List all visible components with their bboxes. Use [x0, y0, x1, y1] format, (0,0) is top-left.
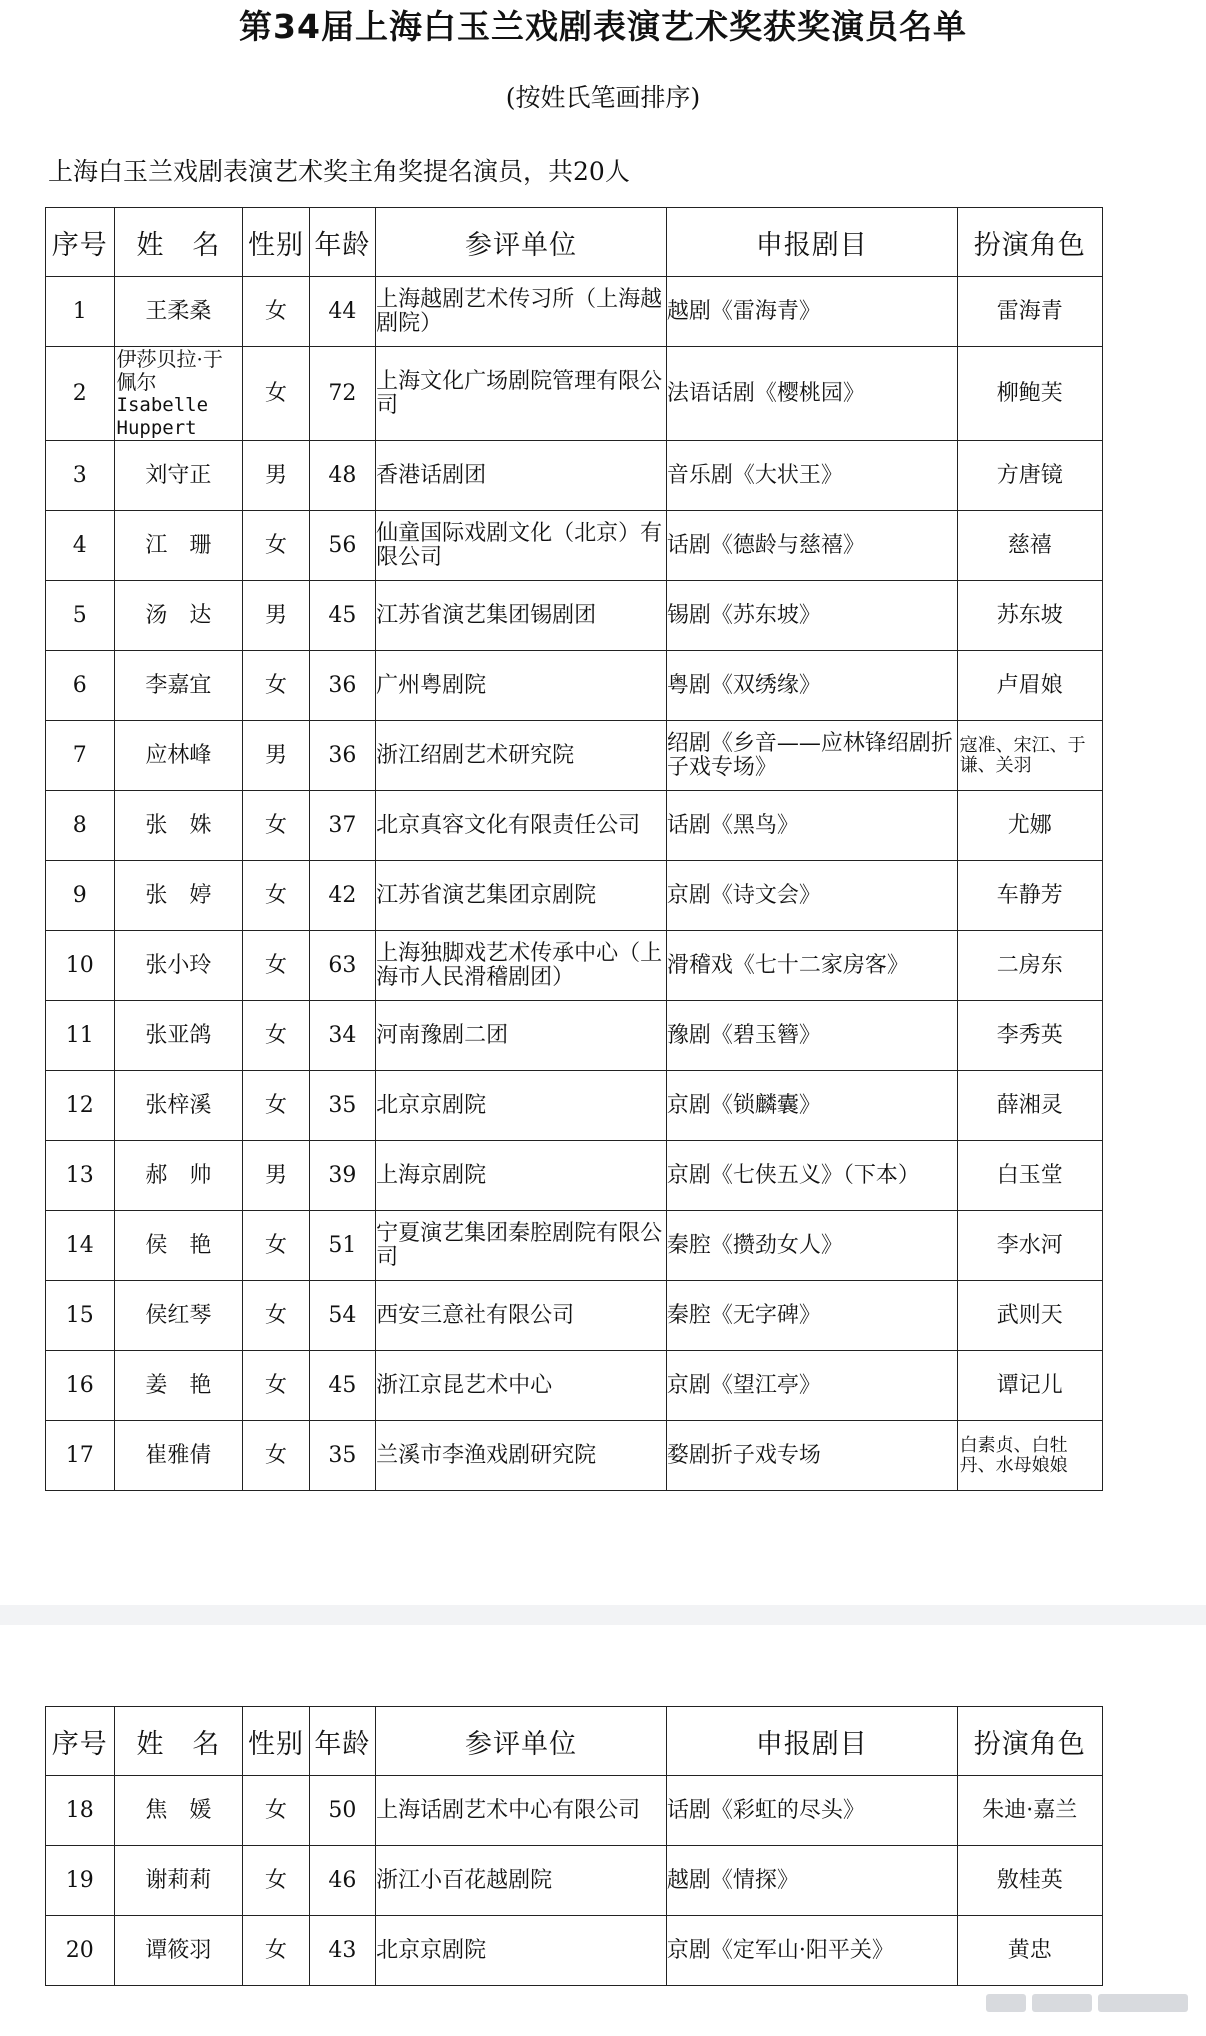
- cell-unit: 河南豫剧二团: [376, 1001, 667, 1071]
- cell-gender: 女: [243, 1211, 309, 1281]
- cell-unit: 兰溪市李渔戏剧研究院: [376, 1421, 667, 1491]
- cell-age: 35: [309, 1421, 375, 1491]
- cell-role: 雷海青: [957, 277, 1102, 347]
- cell-unit: 上海京剧院: [376, 1141, 667, 1211]
- cell-name: 侯 艳: [114, 1211, 243, 1281]
- cell-play: 京剧《锁麟囊》: [666, 1071, 957, 1141]
- cell-play: 话剧《德龄与慈禧》: [666, 511, 957, 581]
- cell-gender: 女: [243, 1776, 309, 1846]
- role-text: 白素贞、白牡丹、水母娘娘: [959, 1434, 1068, 1476]
- cell-unit: 浙江京昆艺术中心: [376, 1351, 667, 1421]
- header-play: 申报剧目: [666, 208, 957, 277]
- cell-role: 薛湘灵: [957, 1071, 1102, 1141]
- header-age: 年龄: [309, 1707, 375, 1776]
- nominee-table-part-2: [45, 1706, 1103, 1986]
- role-text: 寇准、宋江、于谦、关羽: [959, 734, 1086, 776]
- cell-unit: 浙江小百花越剧院: [376, 1846, 667, 1916]
- cell-role: 二房东: [957, 931, 1102, 1001]
- cell-no: 15: [46, 1281, 115, 1351]
- table-row: [46, 1421, 1103, 1491]
- cell-unit: 上海文化广场剧院管理有限公司: [376, 347, 667, 441]
- cell-play: 京剧《定军山·阳平关》: [666, 1916, 957, 1986]
- cell-no: 14: [46, 1211, 115, 1281]
- document-subtitle: (按姓氏笔画排序): [505, 83, 701, 112]
- cell-gender: 女: [243, 511, 309, 581]
- cell-play: 粤剧《双绣缘》: [666, 651, 957, 721]
- cell-play: 京剧《七侠五义》（下本）: [666, 1141, 957, 1211]
- cell-name: 张梓溪: [114, 1071, 243, 1141]
- cell-no: 8: [46, 791, 115, 861]
- cell-gender: 女: [243, 1071, 309, 1141]
- watermark-placeholder: [888, 1990, 1188, 2016]
- header-age: 年龄: [309, 208, 375, 277]
- cell-gender: 女: [243, 277, 309, 347]
- cell-play: 法语话剧《樱桃园》: [666, 347, 957, 441]
- cell-no: 11: [46, 1001, 115, 1071]
- cell-role: 卢眉娘: [957, 651, 1102, 721]
- cell-play: 越剧《雷海青》: [666, 277, 957, 347]
- name-chinese: 伊莎贝拉·于佩尔: [116, 346, 223, 394]
- page-separator: [0, 1605, 1206, 1625]
- table-row: [46, 861, 1103, 931]
- cell-no: 20: [46, 1916, 115, 1986]
- cell-gender: 女: [243, 347, 309, 441]
- cell-play: 豫剧《碧玉簪》: [666, 1001, 957, 1071]
- table-row: [46, 931, 1103, 1001]
- cell-name: 张亚鸽: [114, 1001, 243, 1071]
- cell-unit: 江苏省演艺集团锡剧团: [376, 581, 667, 651]
- cell-gender: 女: [243, 1846, 309, 1916]
- cell-no: 10: [46, 931, 115, 1001]
- page-section-2: [0, 1625, 1206, 2036]
- cell-unit: 上海话剧艺术中心有限公司: [376, 1776, 667, 1846]
- cell-no: 3: [46, 441, 115, 511]
- cell-gender: 男: [243, 721, 309, 791]
- cell-no: 18: [46, 1776, 115, 1846]
- cell-role: 谭记儿: [957, 1351, 1102, 1421]
- table-row: [46, 721, 1103, 791]
- cell-unit: 上海越剧艺术传习所（上海越剧院）: [376, 277, 667, 347]
- cell-gender: 女: [243, 791, 309, 861]
- cell-unit: 北京京剧院: [376, 1916, 667, 1986]
- table-row: [46, 1001, 1103, 1071]
- table-row: [46, 511, 1103, 581]
- cell-role: 柳鲍芙: [957, 347, 1102, 441]
- cell-name: 汤 达: [114, 581, 243, 651]
- cell-no: 1: [46, 277, 115, 347]
- cell-unit: 北京真容文化有限责任公司: [376, 791, 667, 861]
- cell-role: 李水河: [957, 1211, 1102, 1281]
- cell-play: 京剧《望江亭》: [666, 1351, 957, 1421]
- table-row: [46, 347, 1103, 441]
- cell-unit: 广州粤剧院: [376, 651, 667, 721]
- cell-gender: 女: [243, 651, 309, 721]
- header-role: 扮演角色: [957, 1707, 1102, 1776]
- cell-age: 39: [309, 1141, 375, 1211]
- cell-age: 37: [309, 791, 375, 861]
- cell-age: 54: [309, 1281, 375, 1351]
- header-unit: 参评单位: [376, 208, 667, 277]
- cell-role: 车静芳: [957, 861, 1102, 931]
- table-row: [46, 581, 1103, 651]
- cell-age: 48: [309, 441, 375, 511]
- name-english-last: Huppert: [116, 416, 197, 439]
- cell-name: 谭筱羽: [114, 1916, 243, 1986]
- cell-no: 16: [46, 1351, 115, 1421]
- cell-unit: 江苏省演艺集团京剧院: [376, 861, 667, 931]
- cell-name: [114, 347, 243, 441]
- table-row: [46, 651, 1103, 721]
- cell-age: 56: [309, 511, 375, 581]
- cell-unit: 西安三意社有限公司: [376, 1281, 667, 1351]
- cell-unit: 浙江绍剧艺术研究院: [376, 721, 667, 791]
- cell-name: 崔雅倩: [114, 1421, 243, 1491]
- cell-unit: 宁夏演艺集团秦腔剧院有限公司: [376, 1211, 667, 1281]
- cell-name: 郝 帅: [114, 1141, 243, 1211]
- cell-play: 话剧《彩虹的尽头》: [666, 1776, 957, 1846]
- table-row: [46, 277, 1103, 347]
- cell-gender: 男: [243, 581, 309, 651]
- cell-name: 张小玲: [114, 931, 243, 1001]
- cell-no: 19: [46, 1846, 115, 1916]
- cell-gender: 女: [243, 1351, 309, 1421]
- table-header-row: [46, 208, 1103, 277]
- cell-age: 36: [309, 721, 375, 791]
- cell-no: 9: [46, 861, 115, 931]
- document-title: 第34届上海白玉兰戏剧表演艺术奖获奖演员名单: [239, 7, 967, 46]
- cell-no: 12: [46, 1071, 115, 1141]
- header-name: 姓 名: [114, 208, 243, 277]
- table-row: [46, 1351, 1103, 1421]
- table-row: [46, 791, 1103, 861]
- table-row: [46, 1776, 1103, 1846]
- cell-role: [957, 1421, 1102, 1491]
- cell-name: 焦 媛: [114, 1776, 243, 1846]
- cell-name: 侯红琴: [114, 1281, 243, 1351]
- cell-role: [957, 721, 1102, 791]
- cell-role: 苏东坡: [957, 581, 1102, 651]
- cell-name: 应林峰: [114, 721, 243, 791]
- cell-gender: 女: [243, 1281, 309, 1351]
- cell-unit: 仙童国际戏剧文化（北京）有限公司: [376, 511, 667, 581]
- cell-no: 17: [46, 1421, 115, 1491]
- cell-age: 51: [309, 1211, 375, 1281]
- name-english-first: Isabelle: [116, 393, 209, 416]
- cell-role: 黄忠: [957, 1916, 1102, 1986]
- cell-play: 绍剧《乡音——应林锋绍剧折子戏专场》: [666, 721, 957, 791]
- cell-role: 方唐镜: [957, 441, 1102, 511]
- cell-unit: 北京京剧院: [376, 1071, 667, 1141]
- cell-no: 4: [46, 511, 115, 581]
- cell-role: 武则天: [957, 1281, 1102, 1351]
- cell-play: 越剧《情探》: [666, 1846, 957, 1916]
- cell-name: 姜 艳: [114, 1351, 243, 1421]
- header-gender: 性别: [243, 1707, 309, 1776]
- cell-play: 音乐剧《大状王》: [666, 441, 957, 511]
- table-row: [46, 1071, 1103, 1141]
- table-header-row: [46, 1707, 1103, 1776]
- header-play: 申报剧目: [666, 1707, 957, 1776]
- cell-age: 63: [309, 931, 375, 1001]
- cell-age: 45: [309, 1351, 375, 1421]
- cell-role: 李秀英: [957, 1001, 1102, 1071]
- cell-gender: 女: [243, 861, 309, 931]
- header-name: 姓 名: [114, 1707, 243, 1776]
- header-no: 序号: [46, 208, 115, 277]
- cell-no: 6: [46, 651, 115, 721]
- cell-gender: 男: [243, 1141, 309, 1211]
- cell-role: 尤娜: [957, 791, 1102, 861]
- nominee-table-part-1: [45, 207, 1103, 1491]
- cell-no: 5: [46, 581, 115, 651]
- cell-gender: 女: [243, 931, 309, 1001]
- cell-age: 43: [309, 1916, 375, 1986]
- header-no: 序号: [46, 1707, 115, 1776]
- cell-role: 白玉堂: [957, 1141, 1102, 1211]
- cell-age: 34: [309, 1001, 375, 1071]
- cell-age: 42: [309, 861, 375, 931]
- cell-name: 张 婷: [114, 861, 243, 931]
- cell-name: 王柔桑: [114, 277, 243, 347]
- table-row: [46, 1916, 1103, 1986]
- cell-name: 江 珊: [114, 511, 243, 581]
- cell-unit: 香港话剧团: [376, 441, 667, 511]
- cell-play: 锡剧《苏东坡》: [666, 581, 957, 651]
- header-role: 扮演角色: [957, 208, 1102, 277]
- cell-name: 刘守正: [114, 441, 243, 511]
- cell-no: 13: [46, 1141, 115, 1211]
- cell-play: 滑稽戏《七十二家房客》: [666, 931, 957, 1001]
- cell-age: 36: [309, 651, 375, 721]
- cell-gender: 男: [243, 441, 309, 511]
- cell-name: 张 姝: [114, 791, 243, 861]
- cell-age: 72: [309, 347, 375, 441]
- cell-play: 话剧《黑鸟》: [666, 791, 957, 861]
- cell-role: 敫桂英: [957, 1846, 1102, 1916]
- cell-role: 朱迪·嘉兰: [957, 1776, 1102, 1846]
- cell-play: 婺剧折子戏专场: [666, 1421, 957, 1491]
- cell-gender: 女: [243, 1001, 309, 1071]
- cell-play: 秦腔《无字碑》: [666, 1281, 957, 1351]
- cell-age: 46: [309, 1846, 375, 1916]
- cell-age: 35: [309, 1071, 375, 1141]
- header-unit: 参评单位: [376, 1707, 667, 1776]
- cell-age: 44: [309, 277, 375, 347]
- cell-role: 慈禧: [957, 511, 1102, 581]
- cell-no: 2: [46, 347, 115, 441]
- cell-gender: 女: [243, 1421, 309, 1491]
- table-row: [46, 1846, 1103, 1916]
- cell-name: 谢莉莉: [114, 1846, 243, 1916]
- cell-age: 45: [309, 581, 375, 651]
- cell-play: 京剧《诗文会》: [666, 861, 957, 931]
- cell-age: 50: [309, 1776, 375, 1846]
- table-row: [46, 1281, 1103, 1351]
- cell-gender: 女: [243, 1916, 309, 1986]
- cell-unit: 上海独脚戏艺术传承中心（上海市人民滑稽剧团）: [376, 931, 667, 1001]
- table-row: [46, 1211, 1103, 1281]
- cell-name: 李嘉宜: [114, 651, 243, 721]
- table-row: [46, 441, 1103, 511]
- section-heading: 上海白玉兰戏剧表演艺术奖主角奖提名演员，共20人: [48, 157, 630, 186]
- table-row: [46, 1141, 1103, 1211]
- header-gender: 性别: [243, 208, 309, 277]
- cell-play: 秦腔《攒劲女人》: [666, 1211, 957, 1281]
- cell-no: 7: [46, 721, 115, 791]
